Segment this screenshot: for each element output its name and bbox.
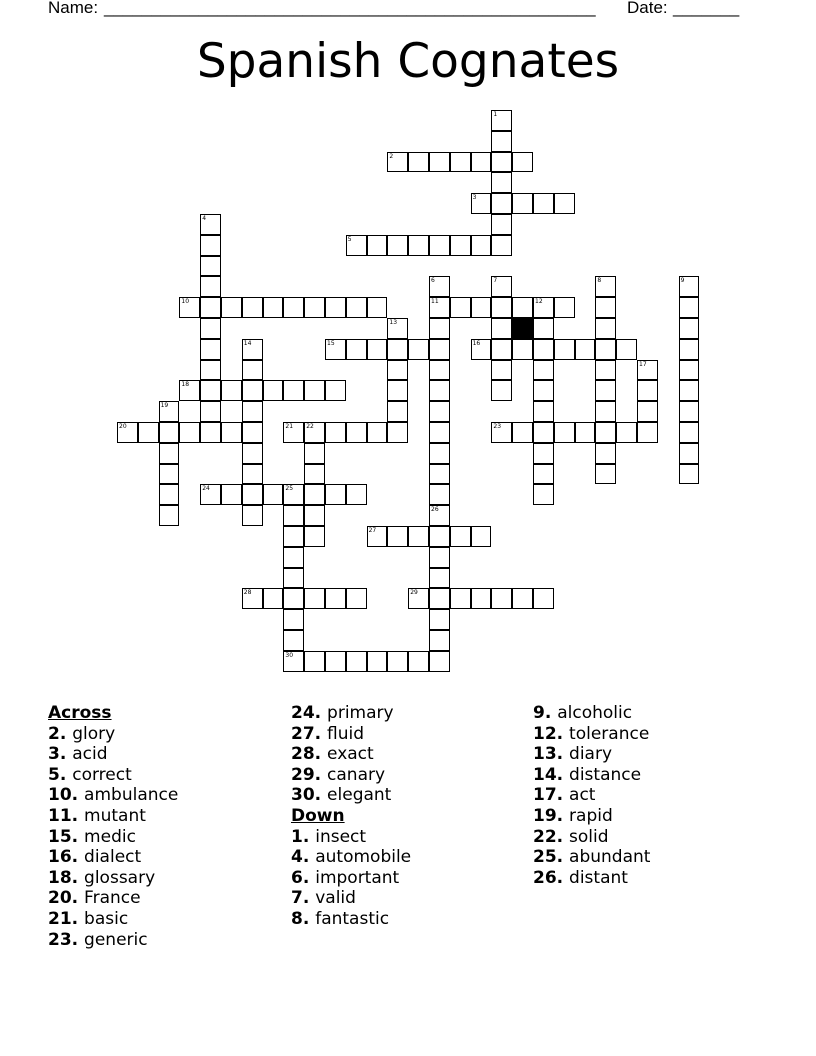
grid-cell[interactable] — [408, 651, 429, 672]
clue-number: 18 — [181, 381, 190, 389]
grid-cell[interactable] — [595, 380, 616, 401]
clue-item: 26. distant — [533, 867, 628, 888]
clue-column — [48, 703, 178, 950]
grid-cell[interactable] — [138, 422, 159, 443]
grid-cell[interactable] — [512, 297, 533, 318]
grid-cell[interactable] — [533, 193, 554, 214]
grid-cell[interactable] — [283, 588, 304, 609]
grid-cell[interactable] — [221, 422, 242, 443]
grid-cell[interactable] — [325, 651, 346, 672]
grid-cell[interactable] — [408, 588, 429, 609]
grid-cell[interactable] — [679, 443, 700, 464]
clue-number: 26 — [431, 506, 439, 514]
grid-cell[interactable] — [200, 484, 221, 505]
grid-cell[interactable] — [408, 339, 429, 360]
grid-cell[interactable] — [595, 276, 616, 297]
clue-item: 3. acid — [48, 744, 108, 765]
grid-cell[interactable] — [387, 318, 408, 339]
clue-item: 21. basic — [48, 908, 129, 929]
clue-item: 24. primary — [291, 703, 394, 723]
grid-cell[interactable] — [200, 360, 221, 381]
grid-cell[interactable] — [491, 235, 512, 256]
grid-cell[interactable] — [387, 526, 408, 547]
grid-cell[interactable] — [283, 505, 304, 526]
grid-cell[interactable] — [304, 588, 325, 609]
grid-cell[interactable] — [159, 464, 180, 485]
grid-cell[interactable] — [242, 297, 263, 318]
grid-cell[interactable] — [429, 588, 450, 609]
black-cell — [512, 318, 533, 339]
grid-cell[interactable] — [491, 110, 512, 131]
grid-cell[interactable] — [429, 484, 450, 505]
clue-item: 12. tolerance — [533, 723, 650, 744]
grid-cell[interactable] — [242, 484, 263, 505]
grid-cell[interactable] — [200, 339, 221, 360]
clue-number: 9 — [680, 277, 685, 285]
grid-cell[interactable] — [679, 276, 700, 297]
grid-cell[interactable] — [325, 484, 346, 505]
grid-cell[interactable] — [387, 380, 408, 401]
page-title: Spanish Cognates — [196, 34, 620, 89]
clue-item: 30. elegant — [291, 785, 392, 806]
grid-cell[interactable] — [533, 464, 554, 485]
grid-cell[interactable] — [679, 464, 700, 485]
grid-cell[interactable] — [346, 235, 367, 256]
grid-cell[interactable] — [263, 484, 284, 505]
grid-cell[interactable] — [283, 568, 304, 589]
grid-cell[interactable] — [533, 297, 554, 318]
grid-cell[interactable] — [283, 630, 304, 651]
grid-cell[interactable] — [595, 443, 616, 464]
grid-cell[interactable] — [429, 464, 450, 485]
grid-cell[interactable] — [533, 380, 554, 401]
grid-cell[interactable] — [679, 380, 700, 401]
grid-cell[interactable] — [304, 505, 325, 526]
grid-cell[interactable] — [533, 401, 554, 422]
grid-cell[interactable] — [263, 297, 284, 318]
grid-cell[interactable] — [429, 609, 450, 630]
clue-number: 8 — [597, 277, 602, 285]
grid-cell[interactable] — [242, 443, 263, 464]
grid-cell[interactable] — [159, 443, 180, 464]
grid-cell[interactable] — [283, 651, 304, 672]
grid-cell[interactable] — [679, 401, 700, 422]
clue-number: 4 — [202, 215, 207, 222]
grid-cell[interactable] — [242, 464, 263, 485]
grid-cell[interactable] — [450, 588, 471, 609]
grid-cell[interactable] — [491, 588, 512, 609]
grid-cell[interactable] — [200, 380, 221, 401]
grid-cell[interactable] — [159, 401, 180, 422]
grid-cell[interactable] — [304, 443, 325, 464]
clue-item: 23. generic — [48, 929, 148, 950]
clue-item: 9. alcoholic — [533, 703, 633, 723]
grid-cell[interactable] — [533, 484, 554, 505]
grid-cell[interactable] — [616, 339, 637, 360]
grid-cell[interactable] — [637, 380, 658, 401]
across-heading: Across — [48, 703, 112, 723]
grid-cell[interactable] — [304, 651, 325, 672]
grid-cell[interactable] — [471, 526, 492, 547]
grid-cell[interactable] — [325, 588, 346, 609]
grid-cell[interactable] — [533, 443, 554, 464]
grid-cell[interactable] — [429, 526, 450, 547]
clue-item: 19. rapid — [533, 805, 613, 826]
clue-number: 3 — [472, 194, 477, 202]
grid-cell[interactable] — [429, 297, 450, 318]
grid-cell[interactable] — [429, 401, 450, 422]
clue-item: 29. canary — [291, 764, 386, 785]
grid-cell[interactable] — [491, 193, 512, 214]
grid-cell[interactable] — [346, 422, 367, 443]
grid-cell[interactable] — [471, 193, 492, 214]
clue-item: 28. exact — [291, 744, 374, 765]
grid-cell[interactable] — [450, 152, 471, 173]
grid-cell[interactable] — [575, 422, 596, 443]
grid-cell[interactable] — [283, 297, 304, 318]
clue-item: 6. important — [291, 867, 400, 888]
grid-cell[interactable] — [159, 505, 180, 526]
grid-cell[interactable] — [450, 235, 471, 256]
clue-number: 1 — [493, 111, 498, 118]
clue-number: 20 — [119, 423, 127, 430]
grid-cell[interactable] — [429, 651, 450, 672]
grid-cell[interactable] — [159, 484, 180, 505]
clue-number: 7 — [493, 277, 498, 285]
grid-cell[interactable] — [346, 484, 367, 505]
grid-cell[interactable] — [200, 214, 221, 235]
grid-cell[interactable] — [242, 360, 263, 381]
grid-cell[interactable] — [200, 297, 221, 318]
clue-number: 16 — [472, 339, 481, 347]
grid-cell[interactable] — [533, 360, 554, 381]
grid-cell[interactable] — [367, 651, 388, 672]
grid-cell[interactable] — [200, 318, 221, 339]
grid-cell[interactable] — [429, 235, 450, 256]
grid-cell[interactable] — [491, 339, 512, 360]
grid-cell[interactable] — [554, 339, 575, 360]
clue-item: 7. valid — [291, 888, 356, 909]
grid-cell[interactable] — [679, 339, 700, 360]
clue-item: 8. fantastic — [291, 908, 390, 929]
grid-cell[interactable] — [408, 526, 429, 547]
grid-cell[interactable] — [512, 339, 533, 360]
grid-cell[interactable] — [512, 422, 533, 443]
grid-cell[interactable] — [429, 568, 450, 589]
grid-cell[interactable] — [450, 526, 471, 547]
grid-cell[interactable] — [554, 193, 575, 214]
clue-column — [291, 703, 411, 930]
grid-cell[interactable] — [179, 422, 200, 443]
grid-cell[interactable] — [471, 152, 492, 173]
grid-cell[interactable] — [242, 339, 263, 360]
grid-cell[interactable] — [491, 131, 512, 152]
grid-cell[interactable] — [491, 318, 512, 339]
clue-item: 18. glossary — [48, 867, 156, 888]
grid-cell[interactable] — [242, 505, 263, 526]
grid-cell[interactable] — [387, 339, 408, 360]
grid-cell[interactable] — [491, 297, 512, 318]
grid-cell[interactable] — [387, 235, 408, 256]
clue-number: 29 — [410, 589, 418, 597]
grid-cell[interactable] — [595, 464, 616, 485]
grid-cell[interactable] — [429, 547, 450, 568]
grid-cell[interactable] — [533, 422, 554, 443]
grid-cell[interactable] — [367, 422, 388, 443]
grid-cell[interactable] — [325, 380, 346, 401]
clue-number: 28 — [243, 589, 252, 597]
clue-number: 24 — [202, 485, 210, 493]
grid-cell[interactable] — [304, 464, 325, 485]
grid-cell[interactable] — [595, 339, 616, 360]
clue-item: 4. automobile — [291, 847, 412, 868]
grid-cell[interactable] — [346, 297, 367, 318]
grid-cell[interactable] — [491, 380, 512, 401]
grid-cell[interactable] — [283, 547, 304, 568]
grid-cell[interactable] — [387, 651, 408, 672]
grid-cell[interactable] — [471, 297, 492, 318]
grid-cell[interactable] — [304, 422, 325, 443]
grid-cell[interactable] — [429, 360, 450, 381]
grid-cell[interactable] — [283, 484, 304, 505]
grid-cell[interactable] — [325, 297, 346, 318]
clue-column — [533, 703, 650, 888]
grid-cell[interactable] — [616, 422, 637, 443]
grid-cell[interactable] — [595, 360, 616, 381]
grid-cell[interactable] — [159, 422, 180, 443]
clue-item: 10. ambulance — [48, 785, 179, 806]
grid-cell[interactable] — [387, 422, 408, 443]
date-field[interactable]: _______ — [673, 0, 740, 17]
grid-cell[interactable] — [491, 422, 512, 443]
grid-cell[interactable] — [304, 297, 325, 318]
clue-number: 23 — [493, 423, 502, 430]
grid-cell[interactable] — [200, 422, 221, 443]
grid-cell[interactable] — [387, 360, 408, 381]
grid-cell[interactable] — [491, 276, 512, 297]
grid-cell[interactable] — [346, 339, 367, 360]
grid-cell[interactable] — [429, 422, 450, 443]
clue-number: 12 — [535, 298, 543, 306]
grid-cell[interactable] — [242, 588, 263, 609]
grid-cell[interactable] — [283, 609, 304, 630]
name-label: Name: — [48, 0, 99, 17]
grid-cell[interactable] — [263, 380, 284, 401]
grid-cell[interactable] — [117, 422, 138, 443]
grid-cell[interactable] — [471, 235, 492, 256]
grid-cell[interactable] — [429, 339, 450, 360]
clue-item: 1. insect — [291, 826, 367, 847]
grid-cell[interactable] — [429, 505, 450, 526]
grid-cell[interactable] — [242, 422, 263, 443]
grid-cell[interactable] — [200, 401, 221, 422]
grid-cell[interactable] — [554, 297, 575, 318]
grid-cell[interactable] — [575, 339, 596, 360]
clue-number: 22 — [306, 423, 314, 430]
grid-cell[interactable] — [637, 422, 658, 443]
grid-cell[interactable] — [471, 339, 492, 360]
grid-cell[interactable] — [304, 484, 325, 505]
clue-number: 14 — [243, 339, 252, 347]
clue-number: 13 — [389, 319, 398, 326]
grid-cell[interactable] — [429, 630, 450, 651]
grid-cell[interactable] — [450, 297, 471, 318]
grid-cell[interactable] — [200, 256, 221, 277]
name-field[interactable]: ____________________________________________________ — [104, 0, 596, 17]
clue-item: 17. act — [533, 785, 596, 806]
grid-cell[interactable] — [679, 297, 700, 318]
grid-cell[interactable] — [595, 422, 616, 443]
grid-cell[interactable] — [304, 380, 325, 401]
clue-number: 21 — [285, 423, 294, 430]
clue-item: 14. distance — [533, 764, 642, 785]
grid-cell[interactable] — [471, 588, 492, 609]
clue-number: 10 — [181, 298, 190, 306]
grid-cell[interactable] — [429, 443, 450, 464]
grid-cell[interactable] — [595, 297, 616, 318]
grid-cell[interactable] — [679, 422, 700, 443]
grid-cell[interactable] — [221, 297, 242, 318]
grid-cell[interactable] — [367, 526, 388, 547]
grid-cell[interactable] — [491, 172, 512, 193]
grid-cell[interactable] — [533, 318, 554, 339]
clue-number: 2 — [389, 152, 394, 160]
grid-cell[interactable] — [283, 380, 304, 401]
grid-cell[interactable] — [595, 401, 616, 422]
grid-cell[interactable] — [408, 152, 429, 173]
grid-cell[interactable] — [387, 152, 408, 173]
date-label: Date: — [627, 0, 668, 17]
clue-item: 25. abundant — [533, 847, 651, 868]
grid-cell[interactable] — [512, 588, 533, 609]
grid-cell[interactable] — [408, 235, 429, 256]
grid-cell[interactable] — [221, 484, 242, 505]
grid-cell[interactable] — [221, 380, 242, 401]
grid-cell[interactable] — [263, 588, 284, 609]
grid-cell[interactable] — [554, 422, 575, 443]
grid-cell[interactable] — [367, 235, 388, 256]
clue-number: 30 — [285, 651, 294, 659]
grid-cell[interactable] — [595, 318, 616, 339]
grid-cell[interactable] — [179, 297, 200, 318]
down-heading: Down — [291, 805, 345, 826]
grid-cell[interactable] — [533, 339, 554, 360]
grid-cell[interactable] — [637, 360, 658, 381]
grid-cell[interactable] — [283, 526, 304, 547]
grid-cell[interactable] — [346, 651, 367, 672]
grid-cell[interactable] — [367, 297, 388, 318]
grid-cell[interactable] — [429, 276, 450, 297]
clue-item: 13. diary — [533, 744, 613, 765]
clue-item: 11. mutant — [48, 805, 146, 826]
grid-cell[interactable] — [491, 152, 512, 173]
grid-cell[interactable] — [200, 235, 221, 256]
grid-cell[interactable] — [283, 422, 304, 443]
grid-cell[interactable] — [429, 380, 450, 401]
grid-cell[interactable] — [346, 588, 367, 609]
grid-cell[interactable] — [491, 214, 512, 235]
grid-cell[interactable] — [325, 422, 346, 443]
grid-cell[interactable] — [304, 526, 325, 547]
grid-cell[interactable] — [387, 401, 408, 422]
clue-number: 25 — [285, 485, 294, 493]
clue-number: 17 — [639, 360, 647, 368]
grid-cell[interactable] — [200, 276, 221, 297]
grid-cell[interactable] — [242, 401, 263, 422]
clue-item: 20. France — [48, 888, 141, 909]
clue-item: 15. medic — [48, 826, 136, 847]
grid-cell[interactable] — [325, 339, 346, 360]
grid-cell[interactable] — [429, 318, 450, 339]
clue-item: 2. glory — [48, 723, 116, 744]
grid-cell[interactable] — [679, 318, 700, 339]
grid-cell[interactable] — [242, 380, 263, 401]
grid-cell[interactable] — [429, 152, 450, 173]
clue-number: 5 — [347, 235, 352, 243]
grid-cell[interactable] — [491, 360, 512, 381]
clue-number: 15 — [327, 339, 335, 347]
clue-number: 11 — [431, 298, 439, 306]
grid-cell[interactable] — [367, 339, 388, 360]
clue-number: 19 — [160, 402, 169, 410]
grid-cell[interactable] — [512, 193, 533, 214]
clue-number: 6 — [431, 277, 435, 285]
clue-item: 16. dialect — [48, 847, 142, 868]
clue-item: 27. fluid — [291, 723, 365, 744]
grid-cell[interactable] — [679, 360, 700, 381]
grid-cell[interactable] — [512, 152, 533, 173]
clue-item: 22. solid — [533, 826, 609, 847]
clue-item: 5. correct — [48, 764, 132, 785]
clue-number: 27 — [368, 527, 377, 534]
grid-cell[interactable] — [533, 588, 554, 609]
grid-cell[interactable] — [179, 380, 200, 401]
grid-cell[interactable] — [637, 401, 658, 422]
